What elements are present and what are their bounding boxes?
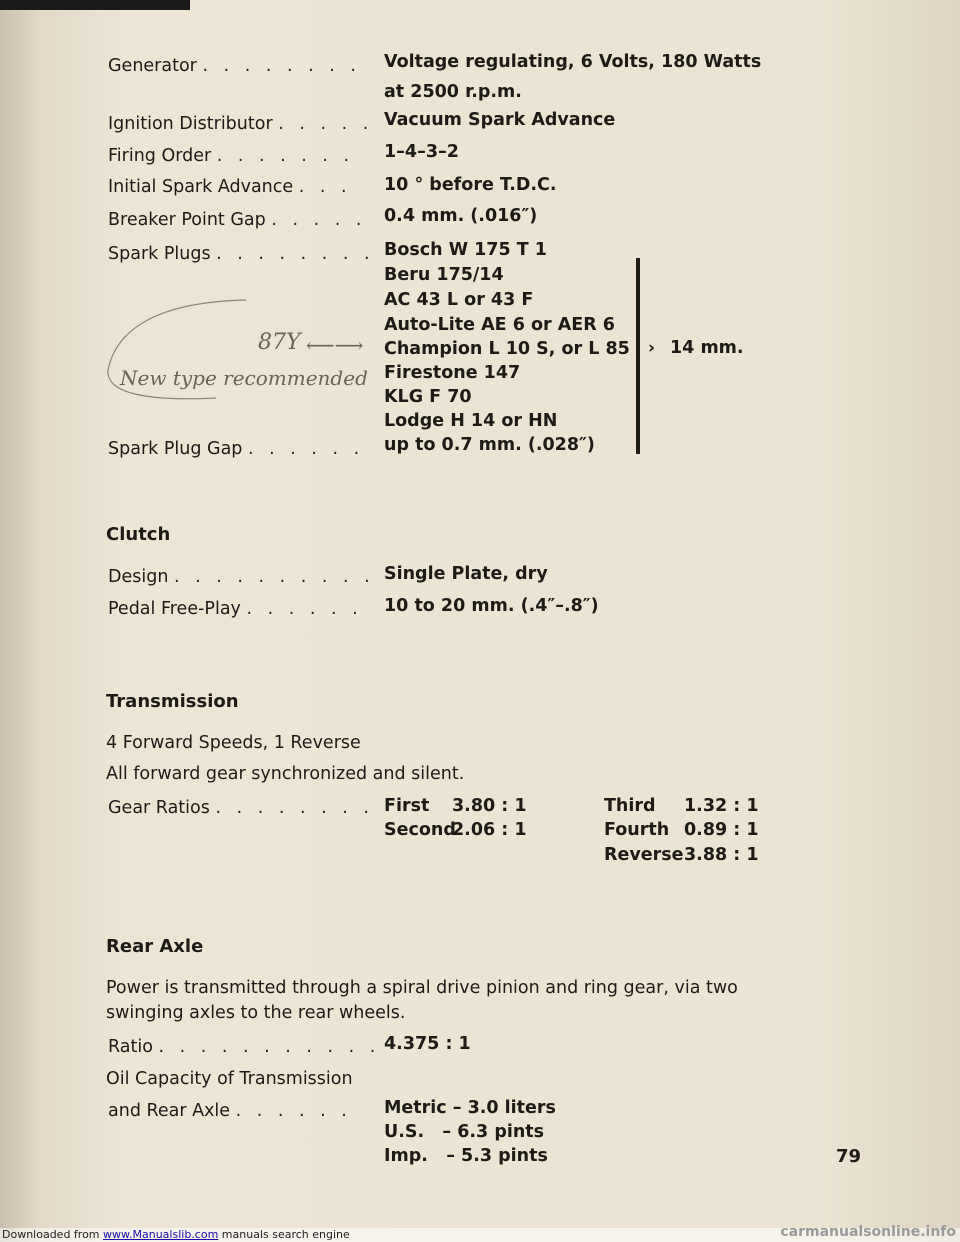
clutch-heading: Clutch [106,524,171,545]
handwritten-arrow-icon: ⟵⟶ [306,333,364,357]
handwritten-outline [96,290,396,410]
gear-third: Third [604,796,656,816]
gear-second-ratio: 2.06 : 1 [452,820,527,840]
transmission-line2: All forward gear synchronized and silent. [106,764,465,784]
plug-gap-value: up to 0.7 mm. (.028″) [384,435,595,455]
gear-fourth-ratio: 0.89 : 1 [684,820,759,840]
plug-gap-label: Spark Plug Gap . . . . . . [108,439,365,459]
gear-ratios-label: Gear Ratios . . . . . . . . [108,798,374,818]
firing-order-value: 1–4–3–2 [384,142,459,162]
rear-axle-text1: Power is transmitted through a spiral drive pinion and ring gear, via two [106,978,738,998]
firing-order-label: Firing Order . . . . . . . [108,146,355,166]
breaker-gap-value: 0.4 mm. (.016″) [384,206,538,226]
oil-capacity-line1: Oil Capacity of Transmission [106,1069,353,1089]
clutch-design-label: Design . . . . . . . . . . [108,567,375,587]
distributor-value: Vacuum Spark Advance [384,110,616,130]
thread-size: 14 mm. [670,338,744,358]
capacity-metric: Metric – 3.0 liters [384,1098,556,1118]
gear-first: First [384,796,430,816]
initial-advance-value: 10 ° before T.D.C. [384,175,557,195]
handwritten-number: 87Y [258,330,301,355]
initial-advance-label: Initial Spark Advance . . . [108,177,352,197]
oil-capacity-line2: and Rear Axle . . . . . . [108,1101,352,1121]
gear-second: Second [384,820,456,840]
watermark-brand: carmanualsonline.info [780,1224,956,1240]
spark-plug-item: Bosch W 175 T 1 [384,240,547,260]
footer-download-text: Downloaded from www.Manualslib.com manuals search engine [2,1228,350,1241]
axle-ratio-label: Ratio . . . . . . . . . . . [108,1037,381,1057]
spark-plug-item: Firestone 147 [384,363,521,383]
gear-third-ratio: 1.32 : 1 [684,796,759,816]
generator-value-2: at 2500 r.p.m. [384,82,522,102]
scan-edge [0,0,190,10]
gear-reverse-ratio: 3.88 : 1 [684,845,759,865]
spark-plug-item: Auto-Lite AE 6 or AER 6 [384,315,615,335]
bracket-point: › [648,338,656,358]
gear-first-ratio: 3.80 : 1 [452,796,527,816]
handwritten-note: New type recommended [120,366,368,390]
capacity-us: U.S. – 6.3 pints [384,1122,545,1142]
spark-plug-item: Champion L 10 S, or L 85 [384,339,630,359]
rear-axle-heading: Rear Axle [106,936,204,957]
distributor-label: Ignition Distributor . . . . . [108,114,374,134]
rear-axle-text2: swinging axles to the rear wheels. [106,1003,406,1023]
spark-plug-item: Lodge H 14 or HN [384,411,558,431]
spark-plug-item: AC 43 L or 43 F [384,290,534,310]
spark-plugs-label: Spark Plugs . . . . . . . . [108,244,375,264]
spark-plug-item: Beru 175/14 [384,265,504,285]
free-play-value: 10 to 20 mm. (.4″–.8″) [384,596,599,616]
generator-value: Voltage regulating, 6 Volts, 180 Watts [384,52,762,72]
breaker-gap-label: Breaker Point Gap . . . . . [108,210,367,230]
capacity-imp: Imp. – 5.3 pints [384,1146,548,1166]
axle-ratio-value: 4.375 : 1 [384,1034,471,1054]
manualslib-link[interactable]: www.Manualslib.com [103,1228,219,1241]
clutch-design-value: Single Plate, dry [384,564,548,584]
gear-fourth: Fourth [604,820,670,840]
gear-reverse: Reverse [604,845,684,865]
free-play-label: Pedal Free-Play . . . . . . [108,599,363,619]
generator-label: Generator . . . . . . . . [108,56,361,76]
transmission-heading: Transmission [106,691,239,712]
footer-bar [0,1224,960,1242]
transmission-line1: 4 Forward Speeds, 1 Reverse [106,733,361,753]
spark-plug-bracket [636,258,640,454]
page-number: 79 [836,1146,862,1167]
spark-plug-item: KLG F 70 [384,387,472,407]
